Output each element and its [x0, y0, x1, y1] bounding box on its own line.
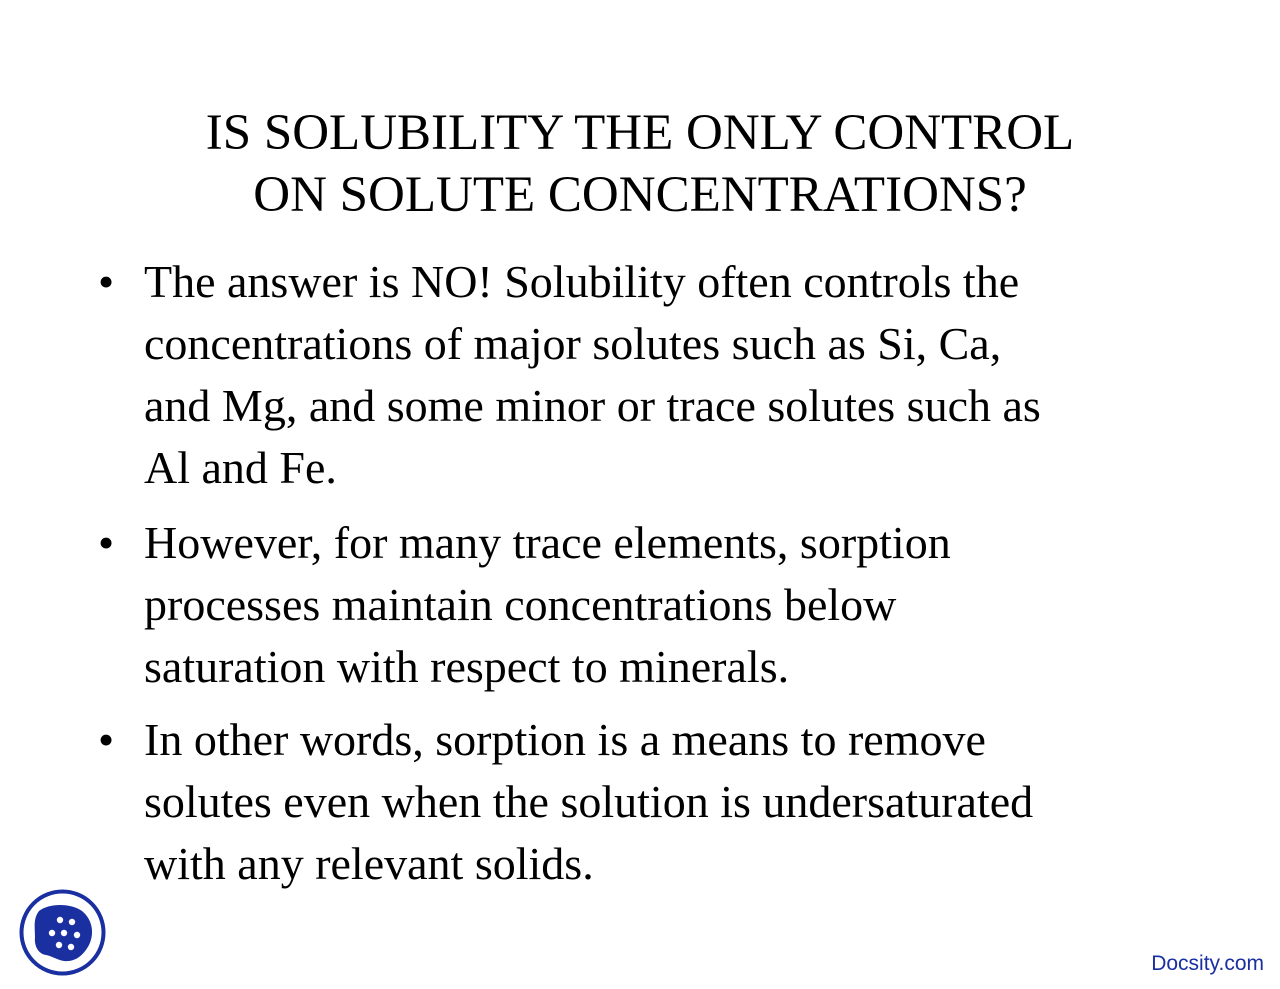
bullet-line: In other words, sorption is a means to remove	[144, 714, 986, 765]
bullet-line: Al and Fe.	[144, 442, 337, 493]
docsity-link[interactable]: Docsity.com	[1151, 952, 1264, 975]
bullet-line: and Mg, and some minor or trace solutes such as	[144, 380, 1041, 431]
title-line-1: IS SOLUBILITY THE ONLY CONTROL	[205, 105, 1075, 161]
slide-title	[100, 102, 1180, 226]
docsity-logo-icon[interactable]	[19, 889, 106, 976]
bullet-line: processes maintain concentrations below	[144, 579, 897, 630]
bullet-marker: •	[98, 517, 115, 568]
logo-graphic	[19, 889, 106, 976]
bullet-text	[144, 251, 1184, 499]
bullet-line: saturation with respect to minerals.	[144, 641, 790, 692]
bullet-line: However, for many trace elements, sorption	[144, 517, 951, 568]
bullet-text	[144, 512, 1184, 698]
bullet-line: concentrations of major solutes such as Si, Ca,	[144, 318, 1002, 369]
bullet-marker: •	[98, 714, 115, 765]
title-line-2: ON SOLUTE CONCENTRATIONS?	[253, 167, 1027, 223]
bullet-line: with any relevant solids.	[144, 838, 594, 889]
bullet-marker: •	[98, 256, 115, 307]
bullet-line: The answer is NO! Solubility often controls the	[144, 256, 1020, 307]
bullet-line: solutes even when the solution is undersaturated	[144, 776, 1034, 827]
bullet-text	[144, 709, 1184, 895]
